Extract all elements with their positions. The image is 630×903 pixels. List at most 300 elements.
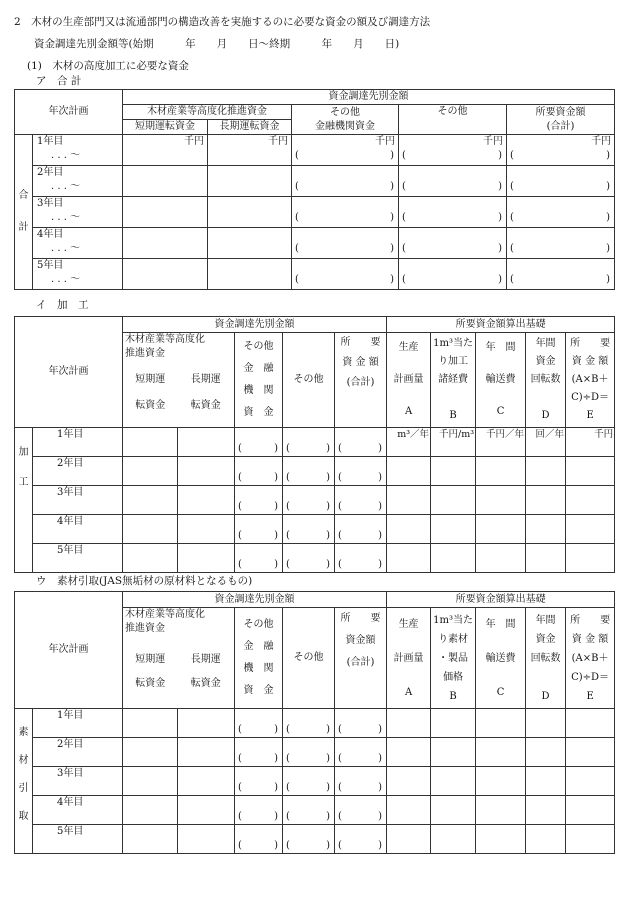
rotation-cell[interactable] bbox=[526, 709, 566, 738]
year-cell bbox=[33, 428, 123, 457]
production-volume-header: 生産 計画量 A bbox=[387, 333, 431, 428]
short-term-cell[interactable] bbox=[123, 709, 178, 738]
year-range-dots: . . . ～ bbox=[51, 181, 81, 192]
long-term-header: 長期運 転資金 bbox=[190, 654, 221, 689]
required-total-header: 所 要 資 金 額 (合計) bbox=[335, 333, 387, 428]
paren-close: ) bbox=[326, 530, 330, 541]
paren-close: ) bbox=[390, 181, 394, 192]
paren-close: ) bbox=[326, 753, 330, 764]
short-term-cell[interactable] bbox=[123, 515, 178, 544]
other-financial-cell[interactable] bbox=[235, 457, 283, 486]
paren-close: ) bbox=[326, 472, 330, 483]
transport-cost-cell[interactable] bbox=[476, 825, 526, 854]
paren-close: ) bbox=[498, 150, 502, 161]
other-cell[interactable] bbox=[283, 428, 335, 457]
paren-close: ) bbox=[378, 811, 383, 822]
transport-cost-cell[interactable] bbox=[476, 738, 526, 767]
other-financial-cell[interactable] bbox=[235, 486, 283, 515]
short-term-cell[interactable] bbox=[123, 486, 178, 515]
table-row bbox=[15, 709, 615, 738]
paren-open: ( bbox=[510, 212, 514, 223]
paren-close: ) bbox=[274, 753, 278, 764]
short-term-cell[interactable] bbox=[123, 197, 208, 228]
cell-spacer bbox=[292, 259, 398, 273]
year-label: 3年目 bbox=[57, 768, 84, 779]
other-cell[interactable] bbox=[283, 738, 335, 767]
paren-open: ( bbox=[238, 443, 242, 454]
paren-open: ( bbox=[510, 243, 514, 254]
heading-line-2: 資金調達先別金額等(始期 年 月 日～終期 年 月 日) bbox=[34, 38, 400, 50]
other-financial-cell[interactable] bbox=[235, 796, 283, 825]
other-financial-cell[interactable] bbox=[235, 428, 283, 457]
rotation-cell[interactable] bbox=[526, 486, 566, 515]
paren-close: ) bbox=[498, 274, 502, 285]
paren-close: ) bbox=[378, 724, 383, 735]
per-unit-cell[interactable] bbox=[431, 738, 476, 767]
other-financial-cell[interactable] bbox=[292, 135, 399, 166]
paren-close: ) bbox=[326, 811, 330, 822]
rotation-cell[interactable] bbox=[526, 767, 566, 796]
paren-close: ) bbox=[606, 181, 611, 192]
paren-open: ( bbox=[338, 472, 342, 483]
rotation-cell[interactable] bbox=[526, 544, 566, 573]
per-unit-cell[interactable] bbox=[431, 796, 476, 825]
year-plan-header: 年次計画 bbox=[15, 90, 123, 135]
long-term-header: 長期運 転資金 bbox=[190, 374, 221, 411]
paren-open: ( bbox=[238, 724, 242, 735]
paren-open: ( bbox=[338, 501, 342, 512]
basis-header: 所要資金額算出基礎 bbox=[387, 317, 615, 333]
cell-spacer bbox=[292, 166, 398, 180]
per-unit-cell[interactable] bbox=[431, 515, 476, 544]
required-calc-cell[interactable] bbox=[566, 738, 615, 767]
table-row bbox=[15, 428, 615, 457]
paren-close: ) bbox=[274, 472, 278, 483]
section-a-label: ア 合 計 bbox=[36, 75, 82, 87]
table-row bbox=[15, 135, 615, 166]
required-calc-header: 所 要 資 金 額 (A×B＋ C)÷D＝ E bbox=[566, 333, 615, 428]
other-financial-header: その他 金 融 機 関 資 金 bbox=[235, 333, 283, 428]
required-calc-cell[interactable] bbox=[566, 709, 615, 738]
per-unit-cell[interactable] bbox=[431, 825, 476, 854]
paren-open: ( bbox=[286, 501, 290, 512]
table-row bbox=[15, 259, 615, 290]
side-label bbox=[15, 428, 33, 573]
paren-open: ( bbox=[238, 753, 242, 764]
other-financial-cell[interactable] bbox=[292, 259, 399, 290]
long-term-cell[interactable] bbox=[208, 259, 292, 290]
paren-open: ( bbox=[238, 782, 242, 793]
required-total-cell[interactable] bbox=[507, 135, 615, 166]
cell-spacer bbox=[507, 197, 614, 211]
cell-spacer bbox=[399, 166, 506, 180]
rotation-cell[interactable] bbox=[526, 825, 566, 854]
paren-close: ) bbox=[274, 443, 278, 454]
year-cell bbox=[33, 515, 123, 544]
short-term-cell[interactable] bbox=[123, 457, 178, 486]
paren-close: ) bbox=[378, 782, 383, 793]
cell-spacer bbox=[507, 166, 614, 180]
year-label: 2年目 bbox=[37, 167, 64, 178]
production-volume-cell[interactable] bbox=[387, 825, 431, 854]
paren-open: ( bbox=[338, 559, 342, 570]
paren-open: ( bbox=[286, 472, 290, 483]
paren-open: ( bbox=[295, 181, 299, 192]
short-term-cell[interactable] bbox=[123, 135, 208, 166]
required-total-header: 所 要 資金額 (合計) bbox=[335, 608, 387, 709]
paren-close: ) bbox=[326, 501, 330, 512]
per-unit-cell[interactable] bbox=[431, 767, 476, 796]
required-calc-cell[interactable] bbox=[566, 515, 615, 544]
required-total-header: 所要資金額 (合計) bbox=[507, 105, 615, 135]
side-label-char: 材 bbox=[18, 755, 29, 766]
long-term-cell[interactable] bbox=[178, 767, 235, 796]
year-cell bbox=[33, 228, 123, 259]
required-total-cell[interactable] bbox=[507, 166, 615, 197]
other-cell[interactable] bbox=[399, 259, 507, 290]
side-label-char: 工 bbox=[18, 477, 29, 488]
cell-spacer bbox=[507, 259, 614, 273]
year-label: 4年目 bbox=[57, 516, 84, 527]
paren-open: ( bbox=[286, 559, 290, 570]
other-financial-cell[interactable] bbox=[235, 738, 283, 767]
rotation-cell[interactable] bbox=[526, 515, 566, 544]
long-term-cell[interactable] bbox=[178, 515, 235, 544]
other-cell[interactable] bbox=[283, 486, 335, 515]
table-row bbox=[15, 486, 615, 515]
side-label bbox=[15, 135, 33, 290]
required-total-cell[interactable] bbox=[507, 228, 615, 259]
per-unit-cell[interactable] bbox=[431, 544, 476, 573]
paren-close: ) bbox=[326, 724, 330, 735]
other-cell[interactable] bbox=[283, 796, 335, 825]
paren-open: ( bbox=[402, 181, 406, 192]
cell-spacer bbox=[399, 259, 506, 273]
paren-open: ( bbox=[286, 530, 290, 541]
rotation-cell[interactable] bbox=[526, 457, 566, 486]
paren-open: ( bbox=[402, 243, 406, 254]
paren-open: ( bbox=[286, 443, 290, 454]
unit-label: 回／年 bbox=[535, 429, 565, 440]
transport-cost-cell[interactable] bbox=[476, 457, 526, 486]
year-cell bbox=[33, 825, 123, 854]
short-term-header: 短期運 転資金 bbox=[135, 374, 166, 411]
per-unit-cell[interactable] bbox=[431, 428, 476, 457]
paren-open: ( bbox=[238, 472, 242, 483]
transport-cost-cell[interactable] bbox=[476, 767, 526, 796]
section-b-label: イ 加 工 bbox=[36, 299, 89, 311]
mokuzai-fund-header: 木材産業等高度化推進資金 bbox=[123, 105, 292, 120]
required-calc-cell[interactable] bbox=[566, 796, 615, 825]
paren-close: ) bbox=[378, 443, 383, 454]
unit-label: 千円 bbox=[375, 136, 395, 147]
short-term-cell[interactable] bbox=[123, 166, 208, 197]
side-label-char: 引 bbox=[18, 783, 29, 794]
paren-open: ( bbox=[402, 150, 406, 161]
year-range-dots: . . . ～ bbox=[51, 212, 81, 223]
year-cell bbox=[33, 457, 123, 486]
funding-header: 資金調達先別金額 bbox=[123, 317, 387, 333]
long-term-cell[interactable] bbox=[208, 166, 292, 197]
year-range-dots: . . . ～ bbox=[51, 274, 81, 285]
other-financial-cell[interactable] bbox=[292, 228, 399, 259]
rotation-cell[interactable] bbox=[526, 796, 566, 825]
other-financial-header: その他 金融機関資金 bbox=[292, 105, 399, 135]
unit-label: 千円 bbox=[268, 136, 288, 147]
paren-open: ( bbox=[510, 274, 514, 285]
side-label-char: 計 bbox=[18, 222, 29, 233]
other-cell[interactable] bbox=[399, 197, 507, 228]
long-term-cell[interactable] bbox=[178, 825, 235, 854]
other-financial-cell[interactable] bbox=[235, 709, 283, 738]
heading-line-1: 2 木材の生産部門又は流通部門の構造改善を実施するのに必要な資金の額及び調達方法 bbox=[14, 16, 431, 28]
paren-open: ( bbox=[402, 212, 406, 223]
other-financial-cell[interactable] bbox=[235, 544, 283, 573]
short-term-cell[interactable] bbox=[123, 428, 178, 457]
long-term-cell[interactable] bbox=[208, 197, 292, 228]
paren-close: ) bbox=[378, 530, 383, 541]
paren-close: ) bbox=[274, 811, 278, 822]
required-total-cell[interactable] bbox=[335, 709, 387, 738]
transport-cost-header: 年 間 輸送費 C bbox=[476, 608, 526, 709]
table-row bbox=[15, 738, 615, 767]
transport-cost-cell[interactable] bbox=[476, 544, 526, 573]
transport-cost-cell[interactable] bbox=[476, 428, 526, 457]
other-financial-cell[interactable] bbox=[235, 767, 283, 796]
table-material-intake bbox=[14, 591, 615, 854]
other-cell[interactable] bbox=[283, 457, 335, 486]
unit-label: 千円 bbox=[594, 429, 614, 440]
long-term-cell[interactable] bbox=[178, 428, 235, 457]
production-volume-cell[interactable] bbox=[387, 767, 431, 796]
year-label: 1年目 bbox=[57, 429, 84, 440]
paren-open: ( bbox=[295, 150, 299, 161]
long-term-cell[interactable] bbox=[178, 457, 235, 486]
production-volume-cell[interactable] bbox=[387, 515, 431, 544]
year-cell bbox=[33, 135, 123, 166]
transport-cost-header: 年 間 輸送費 C bbox=[476, 333, 526, 428]
year-label: 2年目 bbox=[57, 458, 84, 469]
cell-spacer bbox=[292, 197, 398, 211]
other-header: その他 bbox=[283, 333, 335, 428]
side-label bbox=[15, 709, 33, 854]
short-term-cell[interactable] bbox=[123, 796, 178, 825]
required-total-cell[interactable] bbox=[335, 515, 387, 544]
rotation-header: 年間 資金 回転数 D bbox=[526, 608, 566, 709]
table-row bbox=[15, 166, 615, 197]
paren-close: ) bbox=[498, 243, 502, 254]
cell-spacer bbox=[399, 228, 506, 242]
other-financial-cell[interactable] bbox=[292, 166, 399, 197]
required-total-cell[interactable] bbox=[335, 457, 387, 486]
year-cell bbox=[33, 767, 123, 796]
per-unit-cell[interactable] bbox=[431, 457, 476, 486]
required-calc-cell[interactable] bbox=[566, 457, 615, 486]
long-term-cell[interactable] bbox=[208, 135, 292, 166]
paren-open: ( bbox=[286, 811, 290, 822]
short-term-cell[interactable] bbox=[123, 228, 208, 259]
side-label-char: 合 bbox=[18, 190, 29, 201]
long-term-cell[interactable] bbox=[178, 709, 235, 738]
other-cell[interactable] bbox=[399, 166, 507, 197]
paren-close: ) bbox=[606, 150, 611, 161]
production-volume-cell[interactable] bbox=[387, 428, 431, 457]
required-total-cell[interactable] bbox=[335, 825, 387, 854]
required-total-cell[interactable] bbox=[335, 428, 387, 457]
year-plan-header: 年次計画 bbox=[15, 317, 123, 428]
year-cell bbox=[33, 709, 123, 738]
short-term-cell[interactable] bbox=[123, 767, 178, 796]
rotation-cell[interactable] bbox=[526, 428, 566, 457]
production-volume-cell[interactable] bbox=[387, 457, 431, 486]
production-volume-cell[interactable] bbox=[387, 796, 431, 825]
paren-close: ) bbox=[274, 724, 278, 735]
table-total bbox=[14, 89, 615, 290]
transport-cost-cell[interactable] bbox=[476, 709, 526, 738]
required-total-cell[interactable] bbox=[335, 796, 387, 825]
other-cell[interactable] bbox=[399, 135, 507, 166]
unit-label: 千円／年 bbox=[486, 429, 525, 440]
other-cell[interactable] bbox=[399, 228, 507, 259]
year-label: 2年目 bbox=[57, 739, 84, 750]
paren-close: ) bbox=[606, 212, 611, 223]
required-calc-cell[interactable] bbox=[566, 825, 615, 854]
required-total-cell[interactable] bbox=[335, 544, 387, 573]
paren-close: ) bbox=[606, 243, 611, 254]
mokuzai-fund-header: 木材産業等高度化 推進資金 bbox=[125, 334, 205, 359]
table-row bbox=[15, 457, 615, 486]
other-cell[interactable] bbox=[283, 544, 335, 573]
paren-open: ( bbox=[238, 811, 242, 822]
required-total-cell[interactable] bbox=[335, 767, 387, 796]
paren-close: ) bbox=[274, 782, 278, 793]
table-row bbox=[15, 197, 615, 228]
year-cell bbox=[33, 166, 123, 197]
long-term-cell[interactable] bbox=[178, 738, 235, 767]
year-cell bbox=[33, 259, 123, 290]
paren-close: ) bbox=[326, 782, 330, 793]
other-financial-cell[interactable] bbox=[292, 197, 399, 228]
table-row bbox=[15, 228, 615, 259]
paren-close: ) bbox=[498, 212, 502, 223]
paren-open: ( bbox=[238, 840, 242, 851]
short-term-cell[interactable] bbox=[123, 544, 178, 573]
transport-cost-cell[interactable] bbox=[476, 486, 526, 515]
table-processing bbox=[14, 316, 615, 573]
paren-open: ( bbox=[402, 274, 406, 285]
section-c-label: ウ 素材引取(JAS無垢材の原材料となるもの) bbox=[36, 575, 253, 587]
cell-spacer bbox=[292, 228, 398, 242]
year-label: 5年目 bbox=[37, 260, 64, 271]
required-calc-cell[interactable] bbox=[566, 767, 615, 796]
unit-label: 千円/m³ bbox=[439, 429, 475, 440]
required-total-cell[interactable] bbox=[507, 197, 615, 228]
required-calc-cell[interactable] bbox=[566, 544, 615, 573]
long-term-cell[interactable] bbox=[178, 796, 235, 825]
per-unit-cost-header: 1m³当た り加工 諸経費 B bbox=[431, 333, 476, 428]
year-cell bbox=[33, 796, 123, 825]
per-unit-cell[interactable] bbox=[431, 709, 476, 738]
rotation-header: 年間 資金 回転数 D bbox=[526, 333, 566, 428]
table-row bbox=[15, 796, 615, 825]
per-unit-cell[interactable] bbox=[431, 486, 476, 515]
transport-cost-cell[interactable] bbox=[476, 796, 526, 825]
year-range-dots: . . . ～ bbox=[51, 150, 81, 161]
production-volume-cell[interactable] bbox=[387, 486, 431, 515]
basis-header: 所要資金額算出基礎 bbox=[387, 592, 615, 608]
required-calc-cell[interactable] bbox=[566, 428, 615, 457]
paren-open: ( bbox=[238, 530, 242, 541]
year-label: 1年目 bbox=[37, 136, 64, 147]
table-row bbox=[15, 825, 615, 854]
paren-open: ( bbox=[286, 840, 290, 851]
transport-cost-cell[interactable] bbox=[476, 515, 526, 544]
paren-close: ) bbox=[326, 840, 330, 851]
paren-close: ) bbox=[326, 443, 330, 454]
short-term-cell[interactable] bbox=[123, 738, 178, 767]
other-cell[interactable] bbox=[283, 709, 335, 738]
required-total-cell[interactable] bbox=[335, 486, 387, 515]
other-cell[interactable] bbox=[283, 767, 335, 796]
other-header: その他 bbox=[399, 105, 507, 135]
required-total-cell[interactable] bbox=[507, 259, 615, 290]
paren-close: ) bbox=[390, 274, 394, 285]
paren-open: ( bbox=[286, 724, 290, 735]
paren-open: ( bbox=[338, 811, 342, 822]
other-financial-cell[interactable] bbox=[235, 515, 283, 544]
year-cell bbox=[33, 486, 123, 515]
other-financial-header: その他 金 融 機 関 資 金 bbox=[235, 608, 283, 709]
other-cell[interactable] bbox=[283, 825, 335, 854]
long-term-cell[interactable] bbox=[178, 486, 235, 515]
other-header: その他 bbox=[283, 608, 335, 709]
paren-open: ( bbox=[295, 243, 299, 254]
other-financial-cell[interactable] bbox=[235, 825, 283, 854]
paren-close: ) bbox=[390, 212, 394, 223]
short-term-cell[interactable] bbox=[123, 259, 208, 290]
required-calc-cell[interactable] bbox=[566, 486, 615, 515]
paren-open: ( bbox=[238, 501, 242, 512]
other-cell[interactable] bbox=[283, 515, 335, 544]
year-range-dots: . . . ～ bbox=[51, 243, 81, 254]
table-row bbox=[15, 544, 615, 573]
production-volume-cell[interactable] bbox=[387, 709, 431, 738]
year-label: 5年目 bbox=[57, 545, 84, 556]
paren-open: ( bbox=[286, 782, 290, 793]
paren-open: ( bbox=[510, 181, 514, 192]
year-cell bbox=[33, 544, 123, 573]
per-unit-price-header: 1m³当た り素材 ・製品 価格 B bbox=[431, 608, 476, 709]
mokuzai-fund-header: 木材産業等高度化 推進資金 bbox=[125, 609, 205, 634]
unit-label: 千円 bbox=[591, 136, 612, 147]
paren-close: ) bbox=[326, 559, 330, 570]
production-volume-cell[interactable] bbox=[387, 544, 431, 573]
year-label: 4年目 bbox=[57, 797, 84, 808]
cell-spacer bbox=[507, 228, 614, 242]
short-term-header: 短期運 転資金 bbox=[135, 654, 166, 689]
paren-open: ( bbox=[338, 753, 342, 764]
paren-close: ) bbox=[378, 840, 383, 851]
required-total-cell[interactable] bbox=[335, 738, 387, 767]
long-term-cell[interactable] bbox=[178, 544, 235, 573]
paren-close: ) bbox=[274, 559, 278, 570]
rotation-cell[interactable] bbox=[526, 738, 566, 767]
short-term-cell[interactable] bbox=[123, 825, 178, 854]
cell-spacer bbox=[399, 197, 506, 211]
long-term-header: 長期運転資金 bbox=[208, 120, 292, 135]
long-term-cell[interactable] bbox=[208, 228, 292, 259]
production-volume-cell[interactable] bbox=[387, 738, 431, 767]
